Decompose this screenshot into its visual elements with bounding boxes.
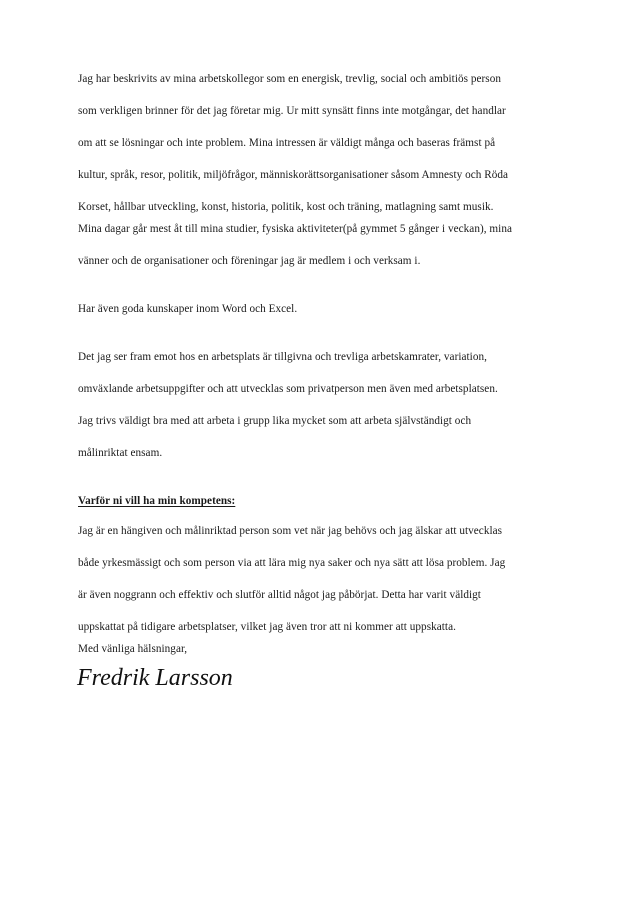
signature-name: Fredrik Larsson <box>77 665 233 691</box>
paragraph-4-line-1: Jag är en hängiven och målinriktad person som vet när jag behövs och jag älskar att utvecklas <box>78 525 503 537</box>
paragraph-3-line-1: Det jag ser fram emot hos en arbetsplats är tillgivna och trevliga arbetskamrater, variation, <box>78 351 487 363</box>
paragraph-3-line-2: omväxlande arbetsuppgifter och att utvecklas som privatperson men även med arbetsplatsen. <box>78 383 498 395</box>
section-heading: Varför ni vill ha min kompetens: <box>78 495 236 507</box>
paragraph-1-line-6: Mina dagar går mest åt till mina studier, fysiska aktiviteter(på gymmet 5 gånger i veckan), mina <box>78 223 513 235</box>
paragraph-1-line-4: kultur, språk, resor, politik, miljöfrågor, människorättsorganisationer såsom Amnesty och Röda <box>78 169 509 181</box>
closing-greeting: Med vänliga hälsningar, <box>78 643 188 655</box>
paragraph-2-line-1: Har även goda kunskaper inom Word och Excel. <box>78 303 298 315</box>
paragraph-3-line-4: målinriktat ensam. <box>78 447 163 459</box>
paragraph-4-line-3: är även noggrann och effektiv och slutför alltid något jag påbörjat. Detta har varit väldigt <box>78 589 481 601</box>
paragraph-1-line-1: Jag har beskrivits av mina arbetskollegor som en energisk, trevlig, social och ambitiös person <box>78 73 501 85</box>
paragraph-4-line-2: både yrkesmässigt och som person via att lära mig nya saker och nya sätt att lösa problem. Jag <box>78 557 506 569</box>
paragraph-3-line-3: Jag trivs väldigt bra med att arbeta i grupp lika mycket som att arbeta självständigt och <box>78 415 472 427</box>
paragraph-1-line-5: Korset, hållbar utveckling, konst, historia, politik, kost och träning, matlagning samt musik. <box>78 201 494 213</box>
paragraph-1-line-7: vänner och de organisationer och föreningar jag är medlem i och verksam i. <box>78 255 421 267</box>
paragraph-1-line-3: om att se lösningar och inte problem. Mina intressen är väldigt många och baseras främst på <box>78 137 496 149</box>
paragraph-4-line-4: uppskattat på tidigare arbetsplatser, vilket jag även tror att ni kommer att uppskatta. <box>78 621 456 633</box>
paragraph-1-line-2: som verkligen brinner för det jag företar mig. Ur mitt synsätt finns inte motgångar, det handlar <box>78 105 506 117</box>
